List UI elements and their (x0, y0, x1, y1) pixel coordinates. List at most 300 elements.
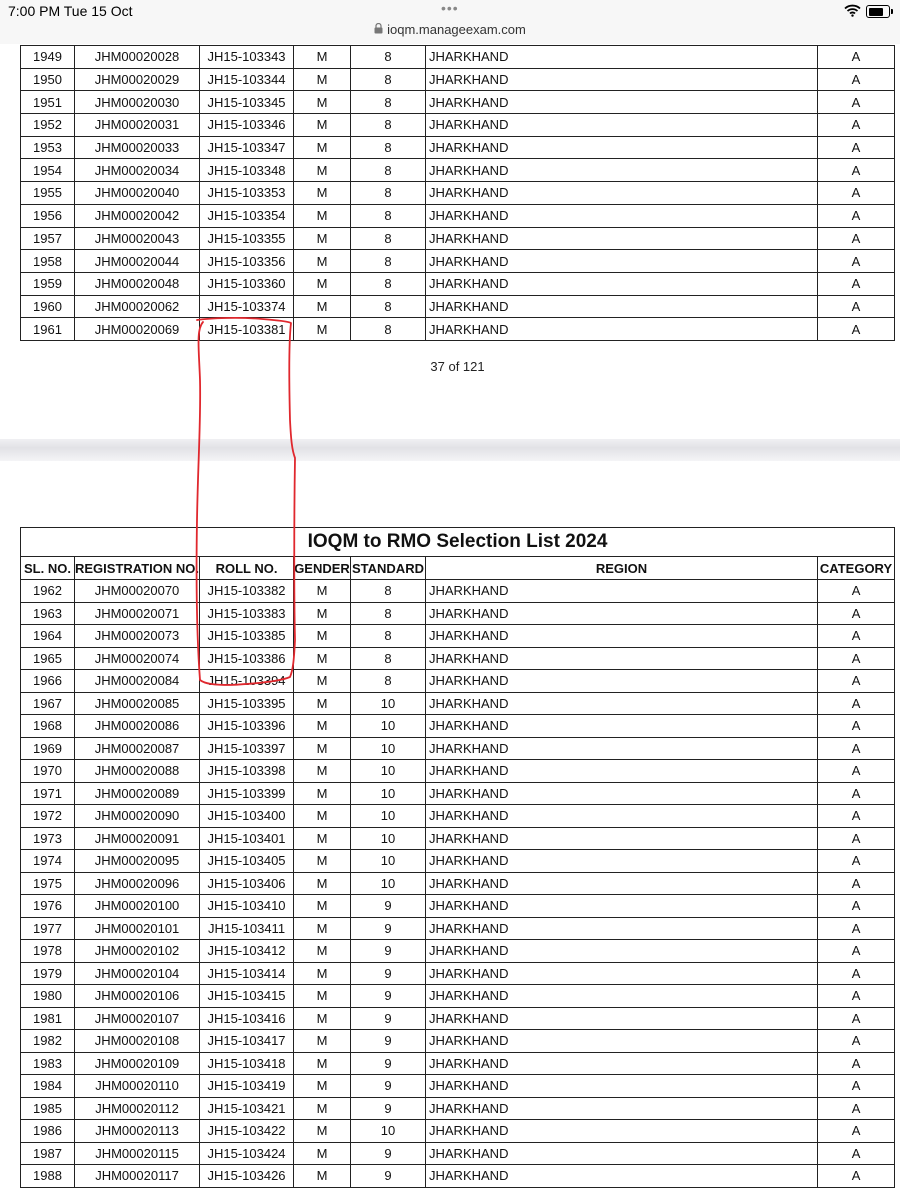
roll-no-cell: JH15-103406 (200, 872, 294, 895)
table-row (21, 1007, 895, 1030)
category-cell: A (818, 204, 895, 227)
registration-no-cell: JHM00020113 (75, 1120, 200, 1143)
registration-no-cell: JHM00020073 (75, 625, 200, 648)
category-cell: A (818, 670, 895, 693)
registration-no-cell: JHM00020100 (75, 895, 200, 918)
region-cell: JHARKHAND (426, 295, 818, 318)
address-bar[interactable] (0, 22, 900, 37)
category-cell: A (818, 962, 895, 985)
header-roll-no: ROLL NO. (200, 557, 294, 580)
region-cell: JHARKHAND (426, 68, 818, 91)
category-cell: A (818, 602, 895, 625)
sl-no-cell: 1956 (21, 204, 75, 227)
region-cell: JHARKHAND (426, 1165, 818, 1188)
gender-cell: M (294, 1052, 351, 1075)
registration-no-cell: JHM00020031 (75, 114, 200, 137)
registration-no-cell: JHM00020030 (75, 91, 200, 114)
gender-cell: M (294, 204, 351, 227)
region-cell: JHARKHAND (426, 895, 818, 918)
gender-cell: M (294, 182, 351, 205)
roll-no-cell: JH15-103426 (200, 1165, 294, 1188)
standard-cell: 9 (351, 917, 426, 940)
roll-no-cell: JH15-103394 (200, 670, 294, 693)
registration-no-cell: JHM00020115 (75, 1142, 200, 1165)
sl-no-cell: 1959 (21, 272, 75, 295)
region-cell: JHARKHAND (426, 227, 818, 250)
category-cell: A (818, 580, 895, 603)
region-cell: JHARKHAND (426, 136, 818, 159)
roll-no-cell: JH15-103422 (200, 1120, 294, 1143)
registration-no-cell: JHM00020089 (75, 782, 200, 805)
standard-cell: 10 (351, 850, 426, 873)
registration-no-cell: JHM00020090 (75, 805, 200, 828)
gender-cell: M (294, 962, 351, 985)
table-row (21, 91, 895, 114)
standard-cell: 8 (351, 295, 426, 318)
gender-cell: M (294, 692, 351, 715)
category-cell: A (818, 940, 895, 963)
gender-cell: M (294, 985, 351, 1008)
standard-cell: 9 (351, 1075, 426, 1098)
standard-cell: 8 (351, 647, 426, 670)
table-row (21, 1030, 895, 1053)
registration-no-cell: JHM00020071 (75, 602, 200, 625)
registration-no-cell: JHM00020033 (75, 136, 200, 159)
gender-cell: M (294, 940, 351, 963)
registration-no-cell: JHM00020107 (75, 1007, 200, 1030)
standard-cell: 10 (351, 827, 426, 850)
sl-no-cell: 1987 (21, 1142, 75, 1165)
registration-no-cell: JHM00020117 (75, 1165, 200, 1188)
table-row (21, 1165, 895, 1188)
registration-no-cell: JHM00020028 (75, 46, 200, 69)
category-cell: A (818, 827, 895, 850)
region-cell: JHARKHAND (426, 670, 818, 693)
table-row (21, 940, 895, 963)
table-row (21, 46, 895, 69)
gender-cell: M (294, 318, 351, 341)
table-row (21, 985, 895, 1008)
sl-no-cell: 1983 (21, 1052, 75, 1075)
header-registration-no: REGISTRATION NO. (75, 557, 200, 580)
header-category: CATEGORY (818, 557, 895, 580)
table-row (21, 805, 895, 828)
sl-no-cell: 1979 (21, 962, 75, 985)
table-row (21, 782, 895, 805)
sl-no-cell: 1961 (21, 318, 75, 341)
table-row (21, 850, 895, 873)
page-separator (0, 439, 900, 461)
sl-no-cell: 1962 (21, 580, 75, 603)
registration-no-cell: JHM00020101 (75, 917, 200, 940)
sl-no-cell: 1973 (21, 827, 75, 850)
region-cell: JHARKHAND (426, 1142, 818, 1165)
roll-no-cell: JH15-103356 (200, 250, 294, 273)
page-indicator: 37 of 121 (430, 359, 485, 374)
page-37-table-body (21, 46, 895, 341)
region-cell: JHARKHAND (426, 625, 818, 648)
table-title: IOQM to RMO Selection List 2024 (21, 528, 895, 557)
category-cell: A (818, 782, 895, 805)
region-cell: JHARKHAND (426, 1030, 818, 1053)
gender-cell: M (294, 917, 351, 940)
roll-no-cell: JH15-103399 (200, 782, 294, 805)
table-title-row (21, 528, 895, 557)
standard-cell: 10 (351, 872, 426, 895)
roll-no-cell: JH15-103353 (200, 182, 294, 205)
table-row (21, 159, 895, 182)
table-row (21, 872, 895, 895)
category-cell: A (818, 760, 895, 783)
category-cell: A (818, 1142, 895, 1165)
region-cell: JHARKHAND (426, 1007, 818, 1030)
table-row (21, 602, 895, 625)
standard-cell: 9 (351, 1142, 426, 1165)
category-cell: A (818, 1007, 895, 1030)
table-row (21, 68, 895, 91)
sl-no-cell: 1985 (21, 1097, 75, 1120)
region-cell: JHARKHAND (426, 250, 818, 273)
table-row (21, 692, 895, 715)
region-cell: JHARKHAND (426, 1075, 818, 1098)
standard-cell: 8 (351, 136, 426, 159)
category-cell: A (818, 1075, 895, 1098)
sl-no-cell: 1953 (21, 136, 75, 159)
roll-no-cell: JH15-103414 (200, 962, 294, 985)
gender-cell: M (294, 227, 351, 250)
table-row (21, 895, 895, 918)
table-row (21, 917, 895, 940)
sl-no-cell: 1977 (21, 917, 75, 940)
roll-no-cell: JH15-103419 (200, 1075, 294, 1098)
sl-no-cell: 1958 (21, 250, 75, 273)
sl-no-cell: 1988 (21, 1165, 75, 1188)
standard-cell: 8 (351, 182, 426, 205)
registration-no-cell: JHM00020044 (75, 250, 200, 273)
table-row (21, 625, 895, 648)
gender-cell: M (294, 159, 351, 182)
standard-cell: 9 (351, 1165, 426, 1188)
status-bar (0, 0, 900, 44)
table-header-row (21, 557, 895, 580)
page-37-table (20, 45, 895, 341)
roll-no-cell: JH15-103385 (200, 625, 294, 648)
registration-no-cell: JHM00020029 (75, 68, 200, 91)
standard-cell: 10 (351, 737, 426, 760)
gender-cell: M (294, 1097, 351, 1120)
sl-no-cell: 1968 (21, 715, 75, 738)
region-cell: JHARKHAND (426, 182, 818, 205)
sl-no-cell: 1974 (21, 850, 75, 873)
registration-no-cell: JHM00020108 (75, 1030, 200, 1053)
region-cell: JHARKHAND (426, 1120, 818, 1143)
region-cell: JHARKHAND (426, 872, 818, 895)
gender-cell: M (294, 1165, 351, 1188)
gender-cell: M (294, 715, 351, 738)
standard-cell: 9 (351, 1030, 426, 1053)
registration-no-cell: JHM00020069 (75, 318, 200, 341)
table-row (21, 827, 895, 850)
url-text: ioqm.manageexam.com (387, 22, 526, 37)
sl-no-cell: 1955 (21, 182, 75, 205)
standard-cell: 10 (351, 692, 426, 715)
standard-cell: 8 (351, 114, 426, 137)
region-cell: JHARKHAND (426, 580, 818, 603)
roll-no-cell: JH15-103412 (200, 940, 294, 963)
sl-no-cell: 1970 (21, 760, 75, 783)
registration-no-cell: JHM00020034 (75, 159, 200, 182)
roll-no-cell: JH15-103344 (200, 68, 294, 91)
roll-no-cell: JH15-103396 (200, 715, 294, 738)
standard-cell: 8 (351, 250, 426, 273)
region-cell: JHARKHAND (426, 692, 818, 715)
category-cell: A (818, 114, 895, 137)
category-cell: A (818, 295, 895, 318)
table-row (21, 1075, 895, 1098)
category-cell: A (818, 850, 895, 873)
region-cell: JHARKHAND (426, 782, 818, 805)
gender-cell: M (294, 250, 351, 273)
category-cell: A (818, 647, 895, 670)
gender-cell: M (294, 1142, 351, 1165)
gender-cell: M (294, 1007, 351, 1030)
category-cell: A (818, 985, 895, 1008)
registration-no-cell: JHM00020087 (75, 737, 200, 760)
roll-no-cell: JH15-103417 (200, 1030, 294, 1053)
header-standard: STANDARD (351, 557, 426, 580)
standard-cell: 10 (351, 782, 426, 805)
gender-cell: M (294, 872, 351, 895)
standard-cell: 8 (351, 670, 426, 693)
registration-no-cell: JHM00020062 (75, 295, 200, 318)
category-cell: A (818, 1165, 895, 1188)
table-row (21, 647, 895, 670)
standard-cell: 9 (351, 1052, 426, 1075)
category-cell: A (818, 715, 895, 738)
registration-no-cell: JHM00020095 (75, 850, 200, 873)
registration-no-cell: JHM00020040 (75, 182, 200, 205)
roll-no-cell: JH15-103360 (200, 272, 294, 295)
registration-no-cell: JHM00020102 (75, 940, 200, 963)
region-cell: JHARKHAND (426, 204, 818, 227)
gender-cell: M (294, 895, 351, 918)
selection-list-table (20, 527, 895, 1188)
table-row (21, 272, 895, 295)
region-cell: JHARKHAND (426, 917, 818, 940)
roll-no-cell: JH15-103348 (200, 159, 294, 182)
table-row (21, 318, 895, 341)
standard-cell: 10 (351, 715, 426, 738)
sl-no-cell: 1950 (21, 68, 75, 91)
region-cell: JHARKHAND (426, 1097, 818, 1120)
table-row (21, 1052, 895, 1075)
table-row (21, 962, 895, 985)
gender-cell: M (294, 760, 351, 783)
standard-cell: 8 (351, 68, 426, 91)
table-row (21, 1097, 895, 1120)
standard-cell: 9 (351, 985, 426, 1008)
gender-cell: M (294, 1075, 351, 1098)
header-gender: GENDER (294, 557, 351, 580)
header-region: REGION (426, 557, 818, 580)
gender-cell: M (294, 625, 351, 648)
category-cell: A (818, 91, 895, 114)
region-cell: JHARKHAND (426, 737, 818, 760)
category-cell: A (818, 46, 895, 69)
sl-no-cell: 1975 (21, 872, 75, 895)
gender-cell: M (294, 114, 351, 137)
region-cell: JHARKHAND (426, 91, 818, 114)
standard-cell: 9 (351, 1097, 426, 1120)
roll-no-cell: JH15-103346 (200, 114, 294, 137)
registration-no-cell: JHM00020104 (75, 962, 200, 985)
standard-cell: 8 (351, 204, 426, 227)
category-cell: A (818, 895, 895, 918)
roll-no-cell: JH15-103382 (200, 580, 294, 603)
region-cell: JHARKHAND (426, 647, 818, 670)
region-cell: JHARKHAND (426, 940, 818, 963)
roll-no-cell: JH15-103405 (200, 850, 294, 873)
table-row (21, 1142, 895, 1165)
region-cell: JHARKHAND (426, 715, 818, 738)
gender-cell: M (294, 647, 351, 670)
sl-no-cell: 1954 (21, 159, 75, 182)
sl-no-cell: 1957 (21, 227, 75, 250)
standard-cell: 10 (351, 805, 426, 828)
standard-cell: 8 (351, 46, 426, 69)
roll-no-cell: JH15-103400 (200, 805, 294, 828)
roll-no-cell: JH15-103418 (200, 1052, 294, 1075)
standard-cell: 9 (351, 962, 426, 985)
table-row (21, 670, 895, 693)
region-cell: JHARKHAND (426, 760, 818, 783)
region-cell: JHARKHAND (426, 318, 818, 341)
registration-no-cell: JHM00020074 (75, 647, 200, 670)
roll-no-cell: JH15-103424 (200, 1142, 294, 1165)
sl-no-cell: 1980 (21, 985, 75, 1008)
roll-no-cell: JH15-103411 (200, 917, 294, 940)
selection-list-body (21, 580, 895, 1188)
registration-no-cell: JHM00020043 (75, 227, 200, 250)
header-sl-no: SL. NO. (21, 557, 75, 580)
standard-cell: 9 (351, 940, 426, 963)
registration-no-cell: JHM00020109 (75, 1052, 200, 1075)
registration-no-cell: JHM00020112 (75, 1097, 200, 1120)
registration-no-cell: JHM00020084 (75, 670, 200, 693)
status-time: 7:00 PM Tue 15 Oct (8, 3, 133, 19)
roll-no-cell: JH15-103355 (200, 227, 294, 250)
more-dots-icon[interactable]: ••• (441, 0, 459, 16)
standard-cell: 8 (351, 227, 426, 250)
gender-cell: M (294, 68, 351, 91)
table-row (21, 715, 895, 738)
sl-no-cell: 1969 (21, 737, 75, 760)
category-cell: A (818, 1120, 895, 1143)
category-cell: A (818, 1052, 895, 1075)
table-row (21, 114, 895, 137)
region-cell: JHARKHAND (426, 827, 818, 850)
sl-no-cell: 1976 (21, 895, 75, 918)
region-cell: JHARKHAND (426, 46, 818, 69)
roll-no-cell: JH15-103383 (200, 602, 294, 625)
standard-cell: 8 (351, 625, 426, 648)
gender-cell: M (294, 46, 351, 69)
sl-no-cell: 1951 (21, 91, 75, 114)
roll-no-cell: JH15-103386 (200, 647, 294, 670)
sl-no-cell: 1966 (21, 670, 75, 693)
standard-cell: 9 (351, 1007, 426, 1030)
category-cell: A (818, 318, 895, 341)
standard-cell: 10 (351, 760, 426, 783)
table-row (21, 227, 895, 250)
region-cell: JHARKHAND (426, 805, 818, 828)
category-cell: A (818, 625, 895, 648)
table-row (21, 760, 895, 783)
category-cell: A (818, 872, 895, 895)
table-row (21, 204, 895, 227)
sl-no-cell: 1986 (21, 1120, 75, 1143)
registration-no-cell: JHM00020096 (75, 872, 200, 895)
gender-cell: M (294, 827, 351, 850)
registration-no-cell: JHM00020091 (75, 827, 200, 850)
category-cell: A (818, 692, 895, 715)
roll-no-cell: JH15-103401 (200, 827, 294, 850)
standard-cell: 10 (351, 1120, 426, 1143)
roll-no-cell: JH15-103395 (200, 692, 294, 715)
roll-no-cell: JH15-103415 (200, 985, 294, 1008)
roll-no-cell: JH15-103416 (200, 1007, 294, 1030)
battery-fill (869, 8, 883, 16)
table-row (21, 1120, 895, 1143)
sl-no-cell: 1965 (21, 647, 75, 670)
region-cell: JHARKHAND (426, 1052, 818, 1075)
standard-cell: 8 (351, 580, 426, 603)
gender-cell: M (294, 580, 351, 603)
standard-cell: 8 (351, 159, 426, 182)
gender-cell: M (294, 850, 351, 873)
category-cell: A (818, 250, 895, 273)
roll-no-cell: JH15-103397 (200, 737, 294, 760)
sl-no-cell: 1952 (21, 114, 75, 137)
roll-no-cell: JH15-103354 (200, 204, 294, 227)
standard-cell: 8 (351, 602, 426, 625)
region-cell: JHARKHAND (426, 114, 818, 137)
standard-cell: 9 (351, 895, 426, 918)
region-cell: JHARKHAND (426, 602, 818, 625)
roll-no-cell: JH15-103398 (200, 760, 294, 783)
category-cell: A (818, 227, 895, 250)
roll-no-cell: JH15-103343 (200, 46, 294, 69)
sl-no-cell: 1949 (21, 46, 75, 69)
registration-no-cell: JHM00020110 (75, 1075, 200, 1098)
sl-no-cell: 1964 (21, 625, 75, 648)
category-cell: A (818, 917, 895, 940)
table-row (21, 136, 895, 159)
registration-no-cell: JHM00020106 (75, 985, 200, 1008)
sl-no-cell: 1984 (21, 1075, 75, 1098)
roll-no-cell: JH15-103381 (200, 318, 294, 341)
table-row (21, 295, 895, 318)
standard-cell: 8 (351, 272, 426, 295)
table-row (21, 250, 895, 273)
registration-no-cell: JHM00020088 (75, 760, 200, 783)
registration-no-cell: JHM00020085 (75, 692, 200, 715)
table-row (21, 182, 895, 205)
sl-no-cell: 1960 (21, 295, 75, 318)
gender-cell: M (294, 670, 351, 693)
standard-cell: 8 (351, 318, 426, 341)
roll-no-cell: JH15-103347 (200, 136, 294, 159)
